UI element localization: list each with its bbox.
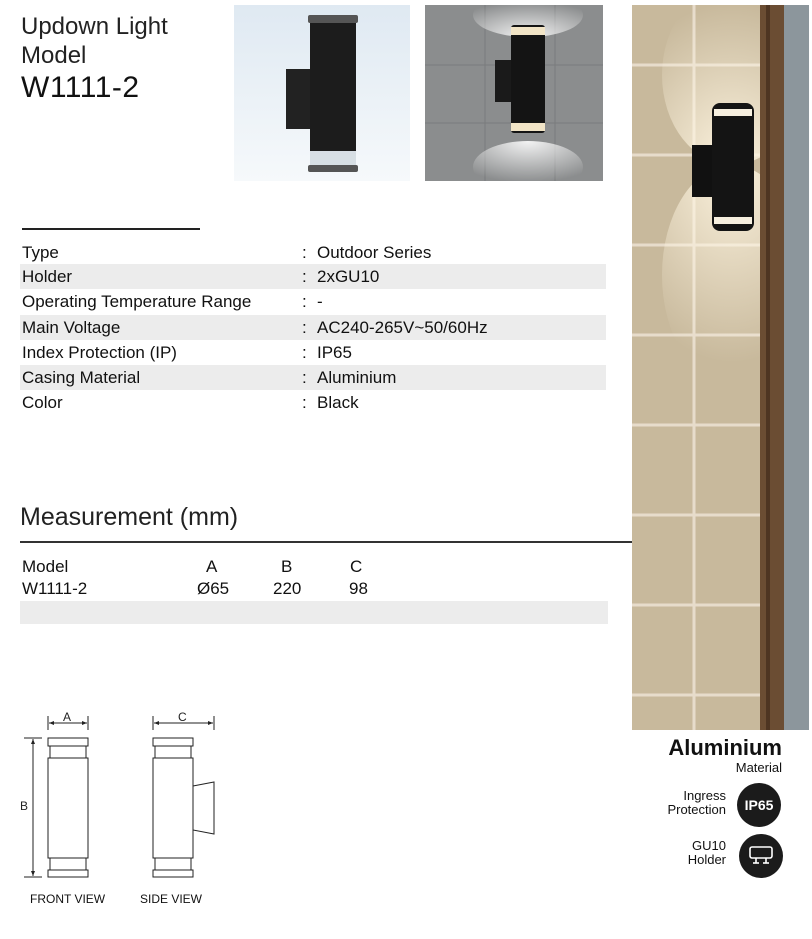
holder-label-line1: GU10 — [692, 838, 726, 853]
ip65-badge-text: IP65 — [744, 797, 774, 813]
spec-row — [20, 315, 606, 340]
spec-colon: : — [302, 368, 307, 387]
spec-label: Main Voltage — [22, 318, 121, 337]
measurement-value-c: 98 — [349, 579, 368, 598]
measurement-header-a: A — [206, 557, 218, 576]
spec-colon: : — [302, 292, 307, 311]
product-photo-lit — [425, 5, 603, 181]
measurement-shade-row — [20, 601, 608, 624]
side-view-label: SIDE VIEW — [140, 892, 203, 906]
measurement-title: Measurement (mm) — [20, 503, 239, 531]
spec-label: Color — [22, 393, 63, 412]
measurement-header-b: B — [281, 557, 293, 576]
spec-label: Holder — [22, 267, 73, 286]
spec-row — [20, 240, 606, 265]
spec-divider — [22, 228, 200, 230]
product-title — [21, 12, 168, 106]
model-number: W1111-2 — [21, 71, 140, 104]
material-title: Aluminium — [668, 735, 782, 760]
spec-row — [20, 340, 606, 365]
material-subtitle: Material — [735, 760, 782, 775]
dimension-a-label: A — [63, 710, 72, 724]
spec-value: IP65 — [317, 343, 352, 362]
spec-value: - — [317, 292, 323, 311]
front-view-label: FRONT VIEW — [30, 892, 106, 906]
model-label: Model — [21, 42, 87, 69]
ip65-badge-icon — [737, 783, 781, 827]
gu10-holder-icon — [739, 834, 783, 878]
measurement-header-model: Model — [22, 557, 69, 576]
measurement-value-model: W1111-2 — [22, 579, 88, 598]
measurement-value-a: Ø65 — [197, 579, 230, 598]
product-photo-front — [234, 5, 410, 181]
spec-colon: : — [302, 343, 307, 362]
spec-value: 2xGU10 — [317, 267, 380, 286]
spec-value: Outdoor Series — [317, 243, 432, 262]
measurement-divider — [20, 541, 632, 543]
spec-value: Aluminium — [317, 368, 397, 387]
technical-drawing — [18, 708, 228, 878]
ip-feature-label — [630, 789, 726, 817]
holder-label-line2: Holder — [687, 852, 726, 867]
spec-colon: : — [302, 393, 307, 412]
spec-row — [20, 264, 606, 289]
spec-colon: : — [302, 267, 307, 286]
ip-label-line1: Ingress — [683, 788, 726, 803]
ip-label-line2: Protection — [667, 802, 726, 817]
spec-colon: : — [302, 243, 307, 262]
holder-feature-label — [630, 839, 726, 867]
material-feature — [630, 736, 782, 775]
spec-colon: : — [302, 318, 307, 337]
spec-label: Casing Material — [22, 368, 141, 387]
product-name: Updown Light — [21, 13, 168, 40]
spec-label: Type — [22, 243, 59, 262]
spec-row — [20, 390, 606, 415]
spec-label: Operating Temperature Range — [22, 292, 252, 311]
dimension-b-label: B — [20, 799, 29, 813]
spec-value: Black — [317, 393, 359, 412]
measurement-value-b: 220 — [273, 579, 302, 598]
installation-photo — [632, 5, 809, 730]
spec-label: Index Protection (IP) — [22, 343, 177, 362]
spec-row — [20, 289, 606, 314]
spec-value: AC240-265V~50/60Hz — [317, 318, 488, 337]
measurement-header-c: C — [350, 557, 363, 576]
spec-row — [20, 365, 606, 390]
dimension-c-label: C — [178, 710, 187, 724]
